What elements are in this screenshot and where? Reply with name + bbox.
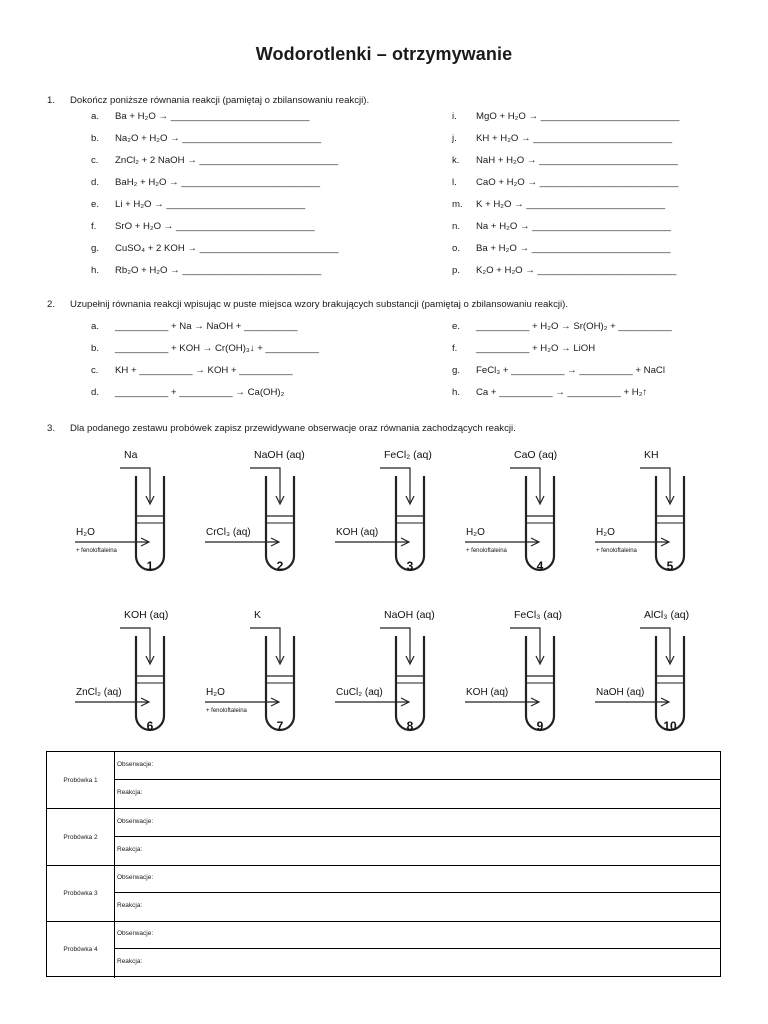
question-text: Dla podanego zestawu probówek zapisz przewidywane obserwacje oraz równania zachodzących reakcji.: [70, 423, 516, 434]
side-reagent-label: KOH (aq): [336, 527, 379, 538]
equation-text[interactable]: Li + H₂O → __________________________: [115, 199, 306, 210]
equation-text[interactable]: KH + __________ → KOH + __________: [115, 365, 293, 376]
top-reagent-label: K: [254, 609, 262, 621]
side-reagent-label: KOH (aq): [466, 687, 509, 698]
tube-number: 10: [663, 719, 677, 733]
item-label: a.: [91, 111, 100, 122]
reaction-cell[interactable]: [115, 893, 720, 921]
tube-number: 2: [276, 559, 284, 573]
observations-label: Obserwacje:: [117, 874, 154, 881]
equation-text[interactable]: Ba + H₂O → __________________________: [115, 111, 310, 122]
tube-label: Probówka 4: [47, 921, 115, 978]
observations-table: [46, 751, 721, 977]
side-reagent-label: H₂O: [206, 687, 225, 698]
tube-number: 3: [406, 559, 414, 573]
indicator-note: + fenoloftaleina: [76, 548, 117, 554]
equation-text[interactable]: Ba + H₂O → __________________________: [476, 243, 671, 254]
reaction-cell[interactable]: [115, 949, 720, 977]
side-reagent-label: H₂O: [76, 527, 95, 538]
table-row: [47, 752, 720, 809]
top-reagent-label: NaOH (aq): [254, 449, 305, 461]
indicator-note: + fenoloftaleina: [596, 548, 637, 554]
equation-text[interactable]: __________ + __________ → Ca(OH)₂: [115, 387, 285, 398]
top-reagent-label: FeCl₃ (aq): [514, 609, 563, 621]
question-number: 2.: [47, 299, 56, 310]
item-label: m.: [452, 199, 463, 210]
item-label: c.: [91, 155, 99, 166]
equation-text[interactable]: SrO + H₂O → __________________________: [115, 221, 315, 232]
item-label: g.: [91, 243, 100, 254]
tube-number: 6: [146, 719, 154, 733]
item-label: o.: [452, 243, 461, 254]
equation-text[interactable]: FeCl₃ + __________ → __________ + NaCl: [476, 365, 665, 376]
table-row: [47, 809, 720, 866]
equation-text[interactable]: MgO + H₂O → __________________________: [476, 111, 680, 122]
item-label: d.: [91, 387, 100, 398]
item-label: j.: [452, 133, 457, 144]
table-row: [47, 865, 720, 922]
top-reagent-label: FeCl₂ (aq): [384, 449, 432, 461]
equation-text[interactable]: __________ + Na → NaOH + __________: [115, 321, 298, 332]
item-label: l.: [452, 177, 457, 188]
side-reagent-label: CuCl₂ (aq): [336, 687, 383, 698]
equation-text[interactable]: __________ + H₂O → Sr(OH)₂ + __________: [476, 321, 672, 332]
top-reagent-label: KOH (aq): [124, 609, 169, 621]
tube-label: Probówka 3: [47, 865, 115, 922]
equation-text[interactable]: KH + H₂O → __________________________: [476, 133, 673, 144]
observations-cell[interactable]: [115, 752, 720, 780]
side-reagent-label: ZnCl₂ (aq): [76, 687, 122, 698]
tube-label: Probówka 2: [47, 809, 115, 866]
item-label: b.: [91, 343, 100, 354]
item-label: h.: [91, 265, 100, 276]
reaction-label: Reakcja:: [117, 902, 143, 909]
tube-number: 8: [406, 719, 414, 733]
equation-text[interactable]: NaH + H₂O → __________________________: [476, 155, 678, 166]
indicator-note: + fenoloftaleina: [466, 548, 507, 554]
item-label: i.: [452, 111, 457, 122]
top-reagent-label: CaO (aq): [514, 449, 558, 461]
side-reagent-label: NaOH (aq): [596, 687, 645, 698]
item-label: p.: [452, 265, 461, 276]
equation-text[interactable]: CuSO₄ + 2 KOH → __________________________: [115, 243, 339, 254]
observations-label: Obserwacje:: [117, 818, 154, 825]
tube-number: 5: [666, 559, 674, 573]
tube-number: 4: [536, 559, 544, 573]
equation-text[interactable]: K₂O + H₂O → __________________________: [476, 265, 677, 276]
equation-text[interactable]: __________ + H₂O → LiOH: [476, 343, 596, 354]
side-reagent-label: CrCl₃ (aq): [206, 527, 251, 538]
observations-cell[interactable]: [115, 809, 720, 837]
question-number: 1.: [47, 95, 56, 106]
observations-label: Obserwacje:: [117, 930, 154, 937]
item-label: n.: [452, 221, 461, 232]
equation-text[interactable]: BaH₂ + H₂O → __________________________: [115, 177, 321, 188]
reaction-label: Reakcja:: [117, 846, 143, 853]
indicator-note: + fenoloftaleina: [206, 708, 247, 714]
item-label: a.: [91, 321, 100, 332]
item-label: e.: [452, 321, 461, 332]
equation-text[interactable]: K + H₂O → __________________________: [476, 199, 666, 210]
top-reagent-label: Na: [124, 449, 138, 461]
top-reagent-label: KH: [644, 449, 659, 461]
question-number: 3.: [47, 423, 56, 434]
reaction-cell[interactable]: [115, 780, 720, 808]
equation-text[interactable]: Rb₂O + H₂O → __________________________: [115, 265, 322, 276]
reaction-label: Reakcja:: [117, 789, 143, 796]
equation-text[interactable]: Na + H₂O → __________________________: [476, 221, 671, 232]
top-reagent-label: NaOH (aq): [384, 609, 435, 621]
tube-number: 1: [146, 559, 154, 573]
equation-text[interactable]: Na₂O + H₂O → __________________________: [115, 133, 322, 144]
equation-text[interactable]: ZnCl₂ + 2 NaOH → __________________________: [115, 155, 339, 166]
question-text: Uzupełnij równania reakcji wpisując w puste miejsca wzory brakujących substancji (pamiętaj o zbilansowaniu reakcji).: [70, 299, 569, 310]
observations-label: Obserwacje:: [117, 761, 154, 768]
item-label: g.: [452, 365, 461, 376]
top-reagent-label: AlCl₃ (aq): [644, 609, 690, 621]
tube-number: 7: [276, 719, 284, 733]
equation-text[interactable]: __________ + KOH → Cr(OH)₃↓ + __________: [115, 343, 319, 354]
item-label: f.: [91, 221, 97, 232]
reaction-label: Reakcja:: [117, 958, 143, 965]
item-label: f.: [452, 343, 458, 354]
equation-text[interactable]: CaO + H₂O → __________________________: [476, 177, 679, 188]
question-text: Dokończ poniższe równania reakcji (pamiętaj o zbilansowaniu reakcji).: [70, 95, 370, 106]
equation-text[interactable]: Ca + __________ → __________ + H₂↑: [476, 387, 648, 398]
page-title: Wodorotlenki – otrzymywanie: [255, 44, 513, 64]
observations-cell[interactable]: [115, 921, 720, 949]
item-label: b.: [91, 133, 100, 144]
side-reagent-label: H₂O: [466, 527, 485, 538]
item-label: c.: [91, 365, 99, 376]
item-label: h.: [452, 387, 461, 398]
test-tubes-diagram: [0, 440, 768, 740]
reaction-cell[interactable]: [115, 837, 720, 865]
item-label: e.: [91, 199, 100, 210]
table-row: [47, 921, 720, 978]
tube-label: Probówka 1: [47, 752, 115, 809]
item-label: k.: [452, 155, 460, 166]
item-label: d.: [91, 177, 100, 188]
observations-cell[interactable]: [115, 865, 720, 893]
side-reagent-label: H₂O: [596, 527, 615, 538]
tube-number: 9: [536, 719, 544, 733]
